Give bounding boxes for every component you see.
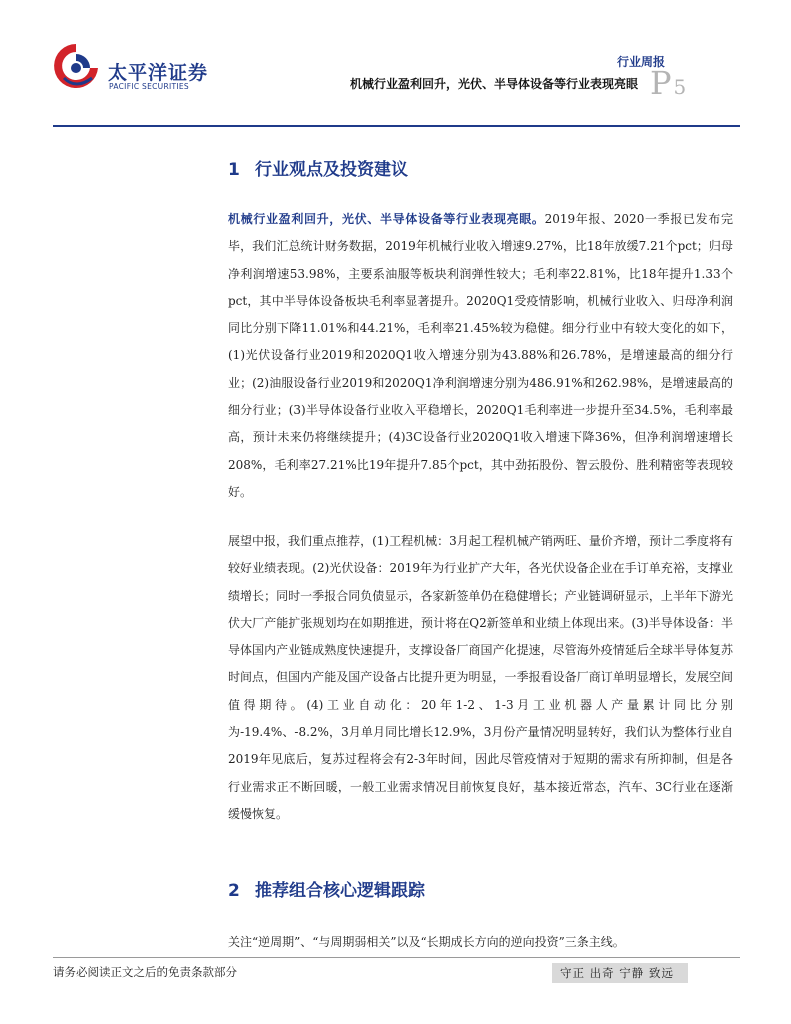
- company-logo: [50, 40, 210, 96]
- page-number-value: 5: [673, 75, 687, 99]
- report-type: 行业周报: [616, 55, 665, 69]
- section-1-title: 行业观点及投资建议: [255, 160, 408, 180]
- paragraph-overview-body: 2019年报、2020一季报已发布完毕，我们汇总统计财务数据，2019年机械行业收入增速9.27%，比18年放缓7.21个pct；归母净利润增速53.98%，主要系油服等板块利润弹性较大；毛利率22.81%，比18年提升1.33个pct，其中半导体设备板块毛利率显著提升。2020Q1受疫情影响，机械行业收入、归母净利润同比分别下降11.01%和44.21%，毛利率21.45%较为稳健。细分行业中有较大变化的如下，(1)光伏设备行业2019和2020Q1收入增速分别为43.88%和26.78%，是增速最高的细分行业；(2)油服设备行业2019和2020Q1净利润增速分别为486.91%和262.98%，是增速最高的细分行业；(3)半导体设备行业收入平稳增长，2020Q1毛利率进一步提升至34.5%，毛利率最高，预计未来仍将继续提升；(4)3C设备行业2020Q1收入增速下降36%，但净利润增速增长208%，毛利率27.21%比19年提升7.85个pct，其中劲拓股份、智云股份、胜利精密等表现较好。: [228, 212, 733, 499]
- pacific-logo-icon: [50, 40, 102, 96]
- paragraph-focus: 关注“逆周期”、“与周期弱相关”以及“长期成长方向的逆向投资”三条主线。: [228, 935, 625, 949]
- header-divider: [53, 125, 740, 127]
- footer-slogan: 守正 出奇 宁静 致远: [560, 966, 674, 980]
- logo-chinese-name: 太平洋证券: [108, 62, 209, 84]
- paragraph-overview-lead: 机械行业盈利回升，光伏、半导体设备等行业表现亮眼。: [228, 212, 545, 226]
- footer-slogan-box: [552, 963, 688, 983]
- footer-divider: [53, 957, 740, 958]
- footer-disclaimer: 请务必阅读正文之后的免责条款部分: [53, 965, 237, 979]
- section-2-title: 推荐组合核心逻辑跟踪: [255, 881, 425, 901]
- logo-english-name: PACIFIC SECURITIES: [109, 82, 189, 91]
- paragraph-outlook: 展望中报，我们重点推荐，(1)工程机械：3月起工程机械产销两旺、量价齐增，预计二季度将有较好业绩表现。(2)光伏设备：2019年为行业扩产大年，各光伏设备企业在手订单充裕，支撑业绩增长；同时一季报合同负债显示，各家新签单仍在稳健增长；产业链调研显示，上半年下游光伏大厂产能扩张规划均在如期推进，预计将在Q2新签单和业绩上体现出来。(3)半导体设备：半导体国内产业链成熟度快速提升，支撑设备厂商国产化提速，尽管海外疫情延后全球半导体复苏时间点，但国内产能及国产设备占比提升更为明显，一季报看设备厂商订单明显增长，发展空间值得期待。(4)工业自动化：20年1-2、1-3月工业机器人产量累计同比分别为-19.4%、-8.2%，3月单月同比增长12.9%，3月份产量情况明显转好，我们认为整体行业自2019年见底后，复苏过程将会有2-3年时间，因此尽管疫情对于短期的需求有所抑制，但是各行业需求正不断回暖，一般工业需求情况目前恢复良好，基本接近常态，汽车、3C行业在逐渐缓慢恢复。: [228, 534, 733, 821]
- section-1-number: 1: [228, 160, 240, 180]
- page-letter: P: [650, 64, 672, 102]
- section-1-heading: [228, 155, 408, 180]
- paragraph-overview: [228, 206, 733, 506]
- section-2-number: 2: [228, 881, 240, 901]
- page-number: [650, 64, 686, 102]
- section-2-heading: [228, 876, 425, 901]
- report-subtitle: 机械行业盈利回升，光伏、半导体设备等行业表现亮眼: [349, 77, 638, 91]
